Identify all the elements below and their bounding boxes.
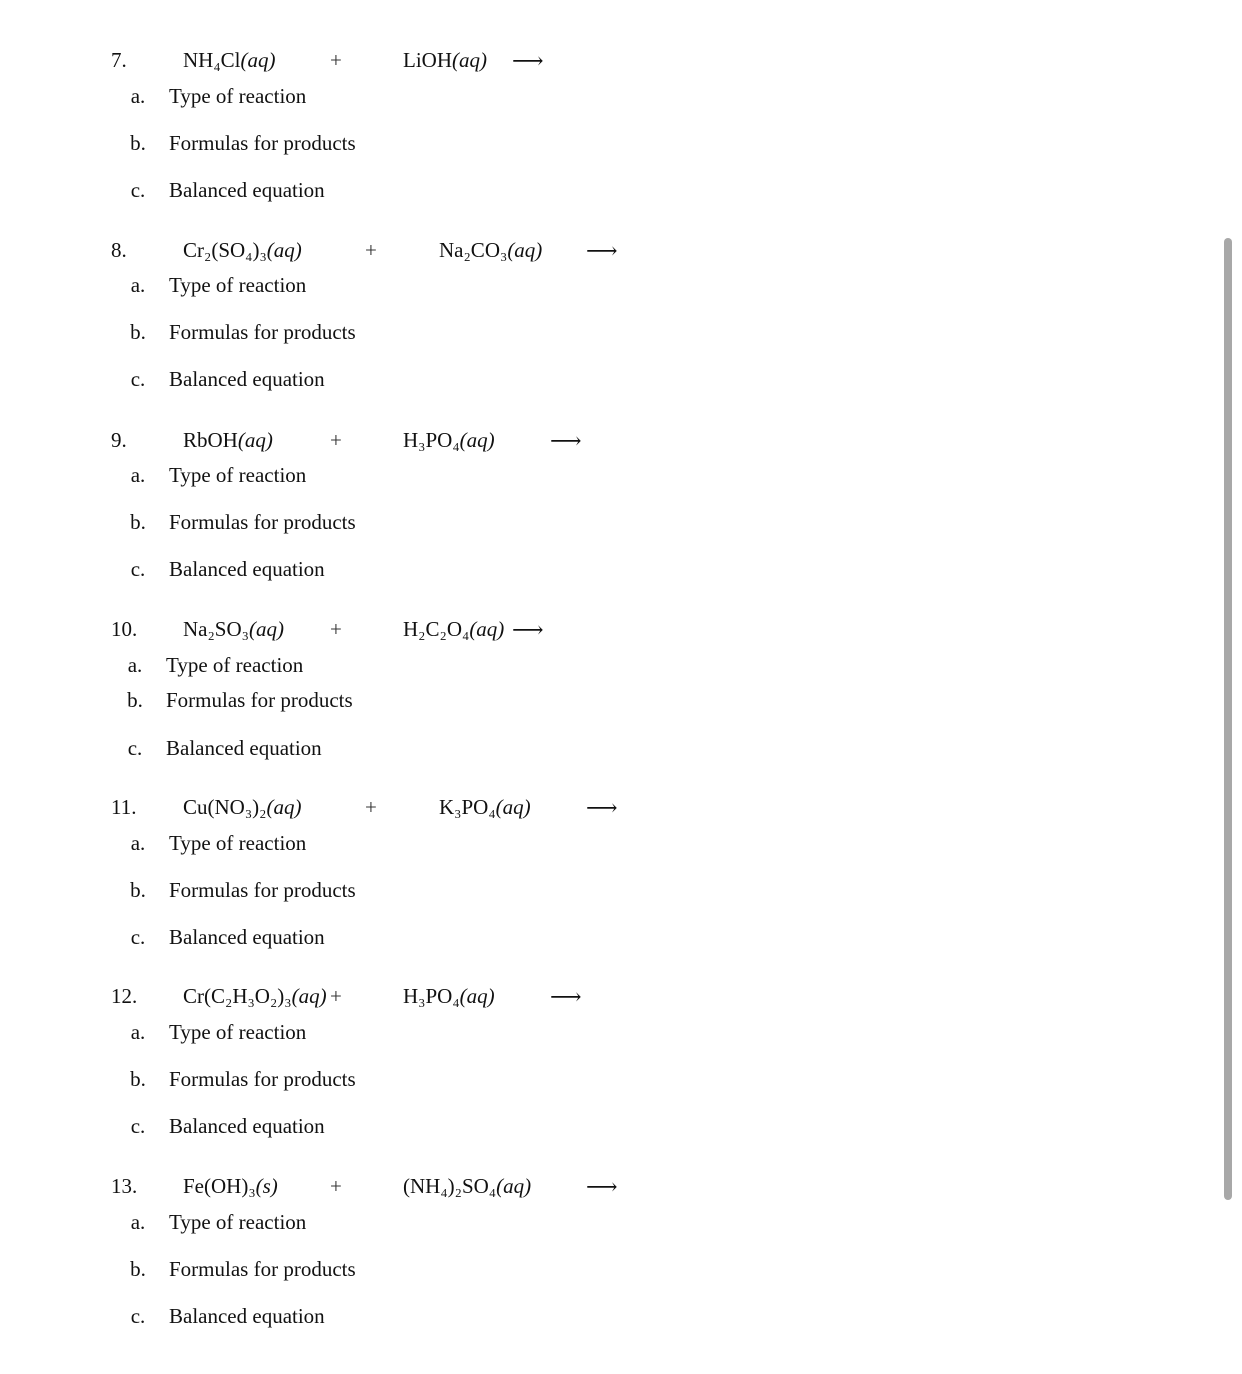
reactant-1: Na₂SO₃(aq) — [183, 617, 284, 641]
sub-letter: c. — [130, 557, 146, 581]
reactant-1: Cr(C₂H₃O₂)₃(aq) — [183, 984, 327, 1008]
reactant-2: H₃PO₄(aq) — [403, 984, 495, 1008]
sub-text: Type of reaction — [169, 84, 307, 108]
sub-text: Type of reaction — [166, 653, 304, 677]
reactant-1: Cu(NO₃)₂(aq) — [183, 795, 302, 819]
sub-letter: b. — [130, 510, 146, 534]
sub-letter: b. — [130, 878, 146, 902]
sub-text: Formulas for products — [166, 688, 353, 712]
reaction-arrow: ⟶ — [512, 617, 544, 642]
sub-letter: a. — [130, 1210, 146, 1234]
sub-letter: a. — [130, 84, 146, 108]
sub-letter: c. — [127, 736, 143, 760]
sub-text: Formulas for products — [169, 878, 356, 902]
reactant-2: H₃PO₄(aq) — [403, 428, 495, 452]
reactant-1: RbOH(aq) — [183, 428, 273, 452]
sub-letter: a. — [130, 463, 146, 487]
problem-number: 9. — [111, 428, 127, 452]
sub-letter: a. — [130, 831, 146, 855]
sub-letter: b. — [130, 1257, 146, 1281]
reactant-1: NH₄Cl(aq) — [183, 48, 276, 72]
sub-letter: c. — [130, 178, 146, 202]
problem-number: 10. — [111, 617, 138, 641]
sub-letter: c. — [130, 925, 146, 949]
problem-number: 7. — [111, 48, 127, 72]
sub-letter: c. — [130, 1304, 146, 1328]
sub-letter: b. — [130, 131, 146, 155]
sub-text: Type of reaction — [169, 273, 307, 297]
sub-text: Formulas for products — [169, 131, 356, 155]
sub-text: Formulas for products — [169, 510, 356, 534]
reaction-arrow: ⟶ — [550, 984, 582, 1009]
sub-text: Balanced equation — [169, 1114, 325, 1138]
reactant-1: Cr₂(SO₄)₃(aq) — [183, 238, 302, 262]
sub-text: Type of reaction — [169, 1020, 307, 1044]
sub-letter: c. — [130, 367, 146, 391]
plus-sign: + — [330, 1174, 342, 1198]
sub-letter: b. — [130, 1067, 146, 1091]
reactant-2: LiOH(aq) — [403, 48, 487, 72]
reaction-arrow: ⟶ — [550, 428, 582, 453]
plus-sign: + — [330, 617, 342, 641]
plus-sign: + — [330, 48, 342, 72]
reactant-2: (NH₄)₂SO₄(aq) — [403, 1174, 532, 1198]
sub-text: Formulas for products — [169, 1067, 356, 1091]
sub-text: Balanced equation — [169, 1304, 325, 1328]
problem-number: 8. — [111, 238, 127, 262]
reactant-1: Fe(OH)₃(s) — [183, 1174, 278, 1198]
sub-text: Type of reaction — [169, 463, 307, 487]
plus-sign: + — [330, 428, 342, 452]
sub-text: Balanced equation — [169, 367, 325, 391]
sub-letter: b. — [130, 320, 146, 344]
problem-number: 13. — [111, 1174, 138, 1198]
sub-text: Balanced equation — [169, 557, 325, 581]
sub-letter: a. — [130, 1020, 146, 1044]
reactant-2: H₂C₂O₄(aq) — [403, 617, 505, 641]
problem-number: 12. — [111, 984, 138, 1008]
sub-letter: b. — [127, 688, 143, 712]
reaction-arrow: ⟶ — [512, 48, 544, 73]
reactant-2: Na₂CO₃(aq) — [439, 238, 543, 262]
sub-text: Type of reaction — [169, 1210, 307, 1234]
reaction-arrow: ⟶ — [586, 1174, 618, 1199]
problem-number: 11. — [111, 795, 137, 819]
sub-text: Type of reaction — [169, 831, 307, 855]
plus-sign: + — [365, 238, 377, 262]
reaction-arrow: ⟶ — [586, 238, 618, 263]
sub-text: Balanced equation — [169, 925, 325, 949]
sub-text: Formulas for products — [169, 1257, 356, 1281]
reactant-2: K₃PO₄(aq) — [439, 795, 531, 819]
plus-sign: + — [330, 984, 342, 1008]
reaction-arrow: ⟶ — [586, 795, 618, 820]
vertical-scrollbar[interactable] — [1224, 238, 1232, 1200]
sub-letter: a. — [130, 273, 146, 297]
sub-text: Balanced equation — [169, 178, 325, 202]
sub-letter: c. — [130, 1114, 146, 1138]
plus-sign: + — [365, 795, 377, 819]
sub-letter: a. — [127, 653, 143, 677]
sub-text: Formulas for products — [169, 320, 356, 344]
sub-text: Balanced equation — [166, 736, 322, 760]
